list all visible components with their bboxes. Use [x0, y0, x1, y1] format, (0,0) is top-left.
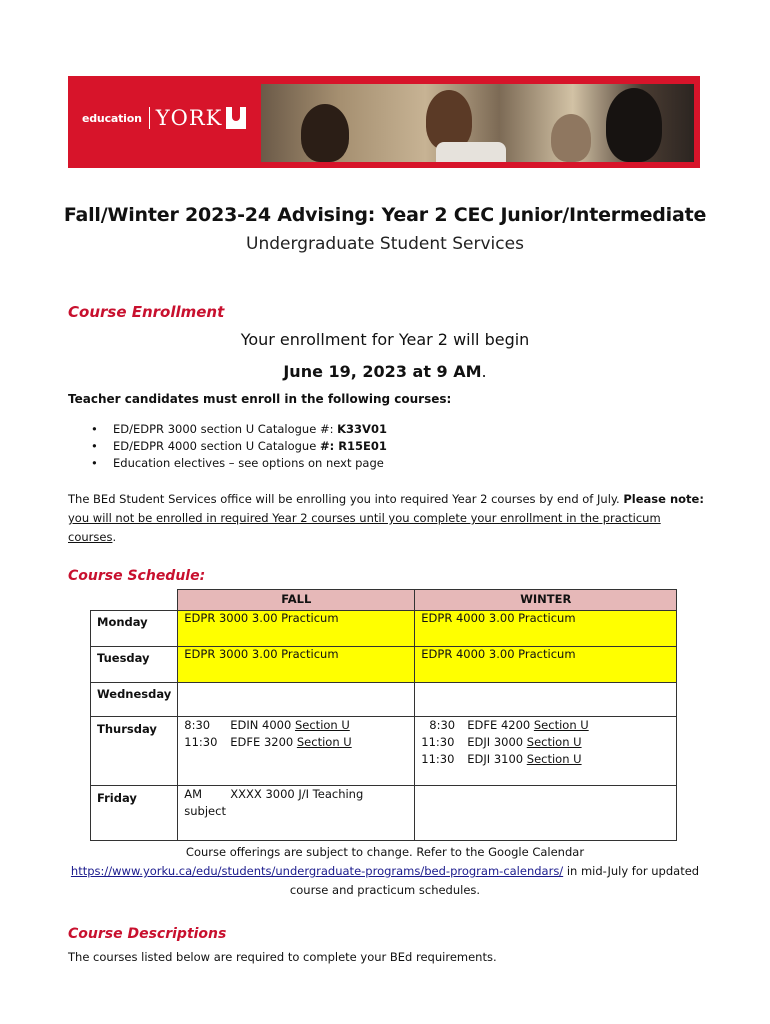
page-title: Fall/Winter 2023-24 Advising: Year 2 CEC Junior/Intermediate	[63, 204, 707, 226]
course-enrollment-heading: Course Enrollment	[68, 303, 225, 321]
table-row: Thursday 8:30 EDIN 4000 Section U 11:30 EDFE 3200 Section U 8:30 EDFE 4200 Section U 11:30 EDJI 3000 Section U 11:30 EDJI 3100 Section U	[91, 717, 677, 786]
list-item: • ED/EDPR 4000 section U Catalogue #: R15E01	[113, 439, 387, 456]
logo-u-mark-icon	[226, 107, 246, 129]
table-row: Wednesday	[91, 683, 677, 717]
descriptions-text: The courses listed below are required to complete your BEd requirements.	[68, 950, 497, 964]
banner-photo	[261, 84, 694, 162]
logo-education-text: education	[82, 111, 142, 125]
course-schedule-heading: Course Schedule:	[68, 568, 206, 584]
enrollment-note: The BEd Student Services office will be enrolling you into required Year 2 courses by end of July. Please note: you will not be enrolled in required Year 2 courses until you complete your enrollment in the practicum courses.	[68, 492, 704, 544]
offerings-text-end: course and practicum schedules.	[289, 883, 481, 897]
course-descriptions-heading: Course Descriptions	[68, 926, 227, 942]
list-item: • ED/EDPR 3000 section U Catalogue #: K33V01	[113, 422, 387, 439]
header-banner	[68, 76, 700, 168]
required-courses-list	[68, 422, 387, 473]
offerings-text: Course offerings are subject to change. Refer to the Google Calendar	[185, 845, 585, 859]
must-enroll-text: Teacher candidates must enroll in the following courses:	[68, 392, 452, 406]
table-row: Monday EDPR 3000 3.00 Practicum EDPR 4000 3.00 Practicum	[91, 611, 677, 647]
logo-divider	[149, 107, 150, 129]
offerings-link-line: https://www.yorku.ca/edu/students/undergraduate-programs/bed-program-calendars/ in mid-July for updated	[70, 864, 700, 878]
table-row: Friday AM XXXX 3000 J/I Teaching subject	[91, 786, 677, 841]
table-row: Tuesday EDPR 3000 3.00 Practicum EDPR 4000 3.00 Practicum	[91, 647, 677, 683]
fall-header: FALL	[178, 590, 415, 611]
york-education-logo	[82, 106, 246, 130]
calendar-link[interactable]: https://www.yorku.ca/edu/students/undergraduate-programs/bed-program-calendars/	[70, 864, 564, 878]
page-subtitle: Undergraduate Student Services	[246, 234, 524, 254]
winter-header: WINTER	[415, 590, 677, 611]
enrollment-date: June 19, 2023 at 9 AM.	[283, 362, 487, 381]
enrollment-begin-text: Your enrollment for Year 2 will begin	[240, 330, 530, 349]
list-item: • Education electives – see options on next page	[113, 456, 387, 473]
table-header-row	[91, 590, 677, 611]
logo-york-text: YORK	[155, 106, 223, 130]
course-schedule-table	[90, 589, 677, 841]
